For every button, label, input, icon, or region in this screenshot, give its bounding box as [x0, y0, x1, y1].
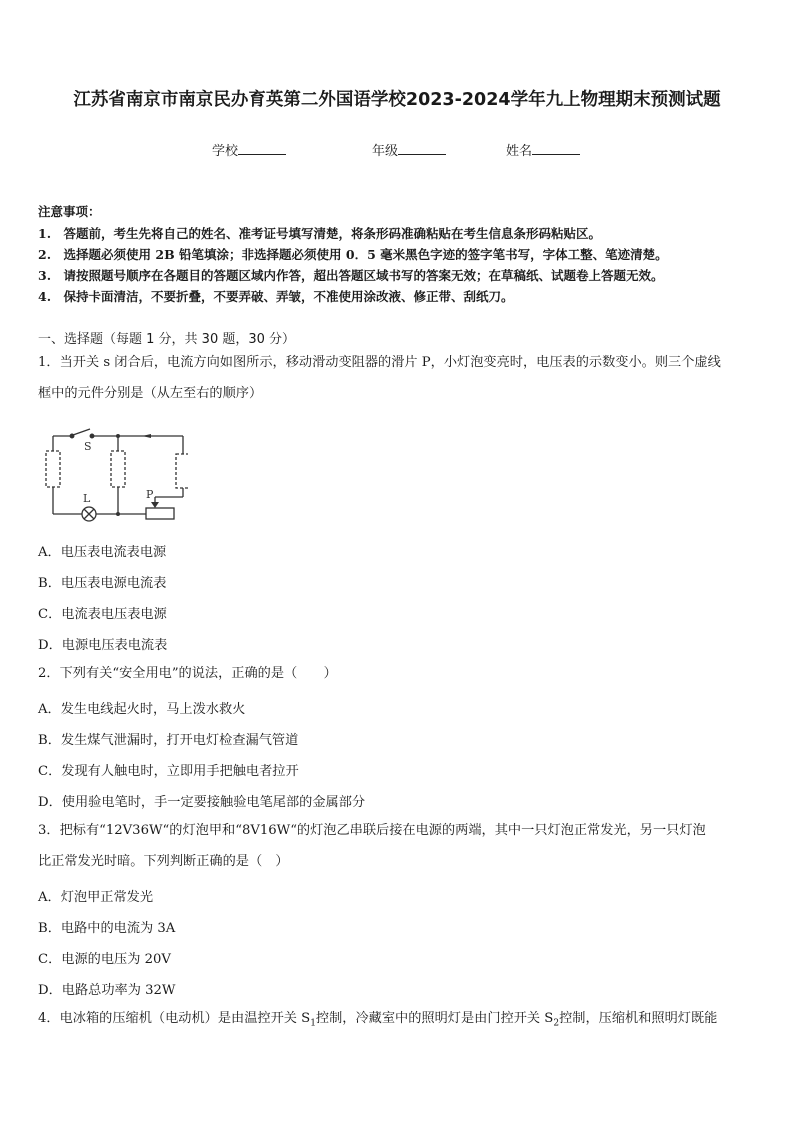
school-label: 学校	[212, 144, 239, 159]
school-blank	[238, 142, 286, 155]
note-item: 2. 选择题必须使用 2B 铅笔填涂；非选择题必须使用 0．5 毫米黑色字迹的签字笔书写，字体工整、笔迹清楚。	[38, 247, 668, 262]
question-1-line-1: 1．当开关 s 闭合后，电流方向如图所示，移动滑动变阻器的滑片 P，小灯泡变亮时，电压表的示数变小。则三个虚线	[38, 355, 721, 370]
question-4-sub-2: 2	[553, 1018, 560, 1029]
question-3-option-c: C．电源的电压为 20V	[38, 952, 171, 967]
slider-label: P	[146, 488, 154, 501]
question-2-stem: 2．下列有关“安全用电”的说法，正确的是（ ）	[38, 666, 337, 681]
note-item: 3. 请按照题号顺序在各题目的答题区域内作答，超出答题区域书写的答案无效；在草稿纸、试题卷上答题无效。	[38, 268, 664, 283]
question-4-sub-1: 1	[310, 1018, 316, 1029]
slider-arrow-icon	[151, 502, 159, 508]
question-3-option-d: D．电路总功率为 32W	[38, 983, 176, 998]
rheostat-symbol	[146, 508, 174, 519]
question-3-line-2: 比正常发光时暗。下列判断正确的是（ ）	[38, 854, 289, 869]
note-item: 1. 答题前，考生先将自己的姓名、准考证号填写清楚，将条形码准确粘贴在考生信息条形码粘贴区。	[38, 226, 602, 241]
grade-field	[372, 140, 446, 159]
section-title: 一、选择题（每题 1 分，共 30 题，30 分）	[38, 332, 296, 347]
school-field	[212, 140, 286, 159]
switch-label: S	[84, 440, 92, 453]
dashed-box-right	[176, 454, 188, 488]
question-1-option-a: A．电压表电流表电源	[38, 545, 167, 560]
question-1-option-c: C．电流表电压表电源	[38, 607, 167, 622]
question-2-option-b: B．发生煤气泄漏时，打开电灯检查漏气管道	[38, 733, 299, 748]
dashed-box-middle	[111, 451, 125, 487]
notes-heading: 注意事项：	[38, 204, 101, 219]
question-1-option-b: B．电压表电源电流表	[38, 576, 167, 591]
page-title: 江苏省南京市南京民办育英第二外国语学校2023-2024学年九上物理期末预测试题	[73, 90, 721, 110]
question-2-option-c: C．发现有人触电时，立即用手把触电者拉开	[38, 764, 299, 779]
circuit-diagram	[38, 418, 188, 524]
name-label: 姓名	[506, 144, 533, 159]
switch-blade	[73, 429, 90, 435]
question-2-option-d: D．使用验电笔时，手一定要接触验电笔尾部的金属部分	[38, 795, 366, 810]
question-4-text-a: 4．电冰箱的压缩机（电动机）是由温控开关 S	[38, 1011, 311, 1026]
question-4-line-1	[38, 1012, 717, 1029]
question-3-option-a: A．灯泡甲正常发光	[38, 890, 154, 905]
name-field	[506, 140, 580, 159]
question-1-option-d: D．电源电压表电流表	[38, 638, 168, 653]
current-direction-arrow-icon	[142, 434, 151, 438]
lamp-label: L	[83, 492, 91, 505]
question-1-line-2: 框中的元件分别是（从左至右的顺序）	[38, 386, 263, 401]
name-blank	[532, 142, 580, 155]
grade-label: 年级	[372, 144, 399, 159]
note-item: 4. 保持卡面清洁，不要折叠，不要弄破、弄皱，不准使用涂改液、修正带、刮纸刀。	[38, 289, 514, 304]
grade-blank	[398, 142, 446, 155]
question-2-option-a: A．发生电线起火时，马上泼水救火	[38, 702, 246, 717]
question-3-line-1: 3．把标有“12V36W“的灯泡甲和“8V16W“的灯泡乙串联后接在电源的两端，其中一只灯泡正常发光，另一只灯泡	[38, 823, 706, 838]
question-3-option-b: B．电路中的电流为 3A	[38, 921, 176, 936]
question-4-text-c: 控制，压缩机和照明灯既能	[559, 1011, 718, 1026]
question-4-text-b: 控制，冷藏室中的照明灯是由门控开关 S	[315, 1011, 554, 1026]
dashed-box-left	[46, 451, 60, 487]
